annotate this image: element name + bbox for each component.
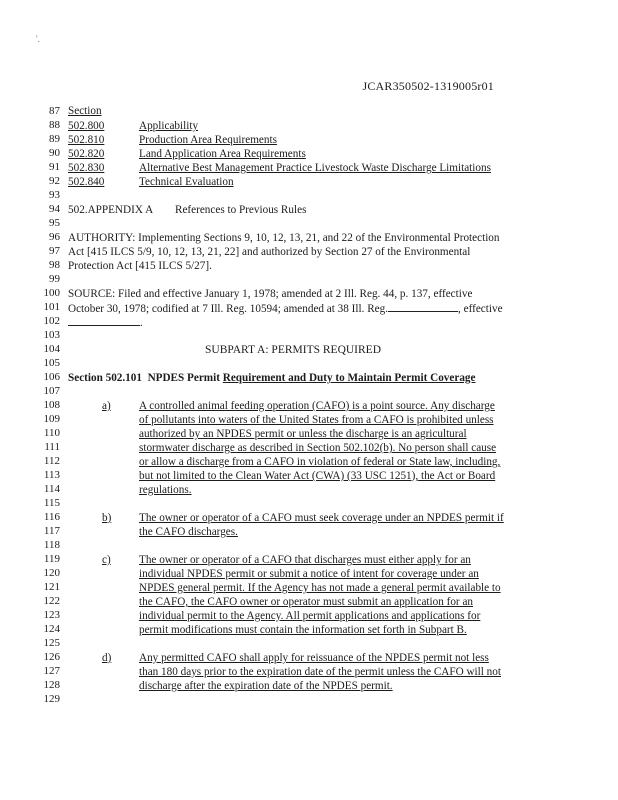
toc-section-number: 502.800 xyxy=(68,120,105,132)
toc-section-number: 502.820 xyxy=(68,148,105,160)
line-number: 124 xyxy=(43,623,60,635)
line-number: 95 xyxy=(49,217,60,229)
toc-section-number: 502.810 xyxy=(68,134,105,146)
line-number: 98 xyxy=(49,259,60,271)
line-number: 125 xyxy=(43,637,60,649)
paragraph-line: or allow a discharge from a CAFO in violation of federal or State law, including, xyxy=(139,456,501,468)
line-number: 92 xyxy=(49,175,60,187)
toc-section-title: Alternative Best Management Practice Livestock Waste Discharge Limitations xyxy=(139,162,491,174)
toc-section-title: Land Application Area Requirements xyxy=(139,148,306,160)
scan-mark: '. xyxy=(36,34,40,44)
paragraph-label: d) xyxy=(102,652,112,664)
toc-section-number: 502.840 xyxy=(68,176,105,188)
line-number: 117 xyxy=(43,525,60,537)
paragraph-line: discharge after the expiration date of the NPDES permit. xyxy=(139,680,393,692)
line-number: 96 xyxy=(49,231,60,243)
toc-section-title: Applicability xyxy=(139,120,199,132)
paragraph-line: the CAFO discharges. xyxy=(139,526,238,538)
line-number: 119 xyxy=(43,553,60,565)
line-number: 120 xyxy=(43,567,60,579)
document-id: JCAR350502-1319005r01 xyxy=(362,79,494,93)
line-number: 101 xyxy=(43,301,60,313)
paragraph-line: A controlled animal feeding operation (CAFO) is a point source. Any discharge xyxy=(139,400,495,412)
line-number: 105 xyxy=(43,357,60,369)
paragraph-line: The owner or operator of a CAFO that discharges must either apply for an xyxy=(139,554,471,566)
paragraph-label: c) xyxy=(102,554,111,566)
source-line: October 30, 1978; codified at 7 Ill. Reg. 10594; amended at 38 Ill. Reg. , effective xyxy=(68,303,503,315)
appendix-label: 502.APPENDIX A xyxy=(68,204,154,216)
line-number: 118 xyxy=(43,539,60,551)
toc-heading: Section xyxy=(68,105,102,117)
toc-section-title: Technical Evaluation xyxy=(139,176,234,188)
authority-line: AUTHORITY: Implementing Sections 9, 10, 12, 13, 21, and 22 of the Environmental Protection xyxy=(68,232,500,244)
paragraph-line: permit modifications must contain the information set forth in Subpart B. xyxy=(139,624,467,636)
line-number: 103 xyxy=(43,329,60,341)
line-number: 114 xyxy=(43,483,60,495)
line-number: 89 xyxy=(49,133,60,145)
paragraph-line: Any permitted CAFO shall apply for reissuance of the NPDES permit not less xyxy=(139,652,489,664)
line-number: 106 xyxy=(43,371,60,383)
paragraph-line: individual NPDES permit or submit a notice of intent for coverage under an xyxy=(139,568,479,580)
line-number: 112 xyxy=(43,455,60,467)
line-number: 90 xyxy=(49,147,60,159)
line-number: 99 xyxy=(49,273,60,285)
line-number: 88 xyxy=(49,119,60,131)
paragraph-line: authorized by an NPDES permit or unless the discharge is an agricultural xyxy=(139,428,467,440)
toc-section-number: 502.830 xyxy=(68,162,105,174)
line-number: 121 xyxy=(43,581,60,593)
paragraph-line: of pollutants into waters of the United States from a CAFO is prohibited unless xyxy=(139,414,494,426)
paragraph-line: the CAFO, the CAFO owner or operator must submit an application for an xyxy=(139,596,474,608)
paragraph-label: b) xyxy=(102,512,112,524)
line-number: 127 xyxy=(43,665,60,677)
source-line: SOURCE: Filed and effective January 1, 1978; amended at 2 Ill. Reg. 44, p. 137, effective xyxy=(68,288,473,300)
line-number: 104 xyxy=(43,343,60,355)
paragraph-line: stormwater discharge as described in Section 502.102(b). No person shall cause xyxy=(139,442,497,454)
line-number: 111 xyxy=(44,441,60,453)
blank-field xyxy=(68,316,140,326)
authority-line: Protection Act [415 ILCS 5/27]. xyxy=(68,260,212,272)
line-number: 110 xyxy=(43,427,60,439)
blank-field xyxy=(388,302,458,312)
line-number: 126 xyxy=(43,651,60,663)
paragraph-line: individual permit to the Agency. All permit applications and applications for xyxy=(139,610,481,622)
line-number: 113 xyxy=(43,469,60,481)
line-number: 97 xyxy=(49,245,60,257)
source-line: . xyxy=(68,316,143,329)
paragraph-label: a) xyxy=(102,400,111,412)
subpart-heading: SUBPART A: PERMITS REQUIRED xyxy=(205,344,382,356)
line-number: 93 xyxy=(49,189,60,201)
section-heading: Section 502.101 NPDES Permit Requirement and Duty to Maintain Permit Coverage xyxy=(68,372,476,384)
authority-line: Act [415 ILCS 5/9, 10, 12, 13, 21, 22] and authorized by Section 27 of the Environmental xyxy=(68,246,471,258)
line-number: 129 xyxy=(43,693,60,705)
line-number: 122 xyxy=(43,595,60,607)
line-number: 123 xyxy=(43,609,60,621)
line-number: 94 xyxy=(49,203,60,215)
toc-section-title: Production Area Requirements xyxy=(139,134,277,146)
line-number: 109 xyxy=(43,413,60,425)
line-number: 100 xyxy=(43,287,60,299)
appendix-title: References to Previous Rules xyxy=(175,204,307,216)
line-number: 116 xyxy=(43,511,60,523)
paragraph-line: NPDES general permit. If the Agency has not made a general permit available to xyxy=(139,582,501,594)
line-number: 91 xyxy=(49,161,60,173)
paragraph-line: The owner or operator of a CAFO must seek coverage under an NPDES permit if xyxy=(139,512,504,524)
line-number: 102 xyxy=(43,315,60,327)
line-number: 87 xyxy=(49,105,60,117)
paragraph-line: but not limited to the Clean Water Act (CWA) (33 USC 1251), the Act or Board xyxy=(139,470,496,482)
paragraph-line: regulations. xyxy=(139,484,192,496)
paragraph-line: than 180 days prior to the expiration date of the permit unless the CAFO will not xyxy=(139,666,501,678)
line-number: 107 xyxy=(43,385,60,397)
line-number: 115 xyxy=(43,497,60,509)
line-number: 128 xyxy=(43,679,60,691)
line-number: 108 xyxy=(43,399,60,411)
